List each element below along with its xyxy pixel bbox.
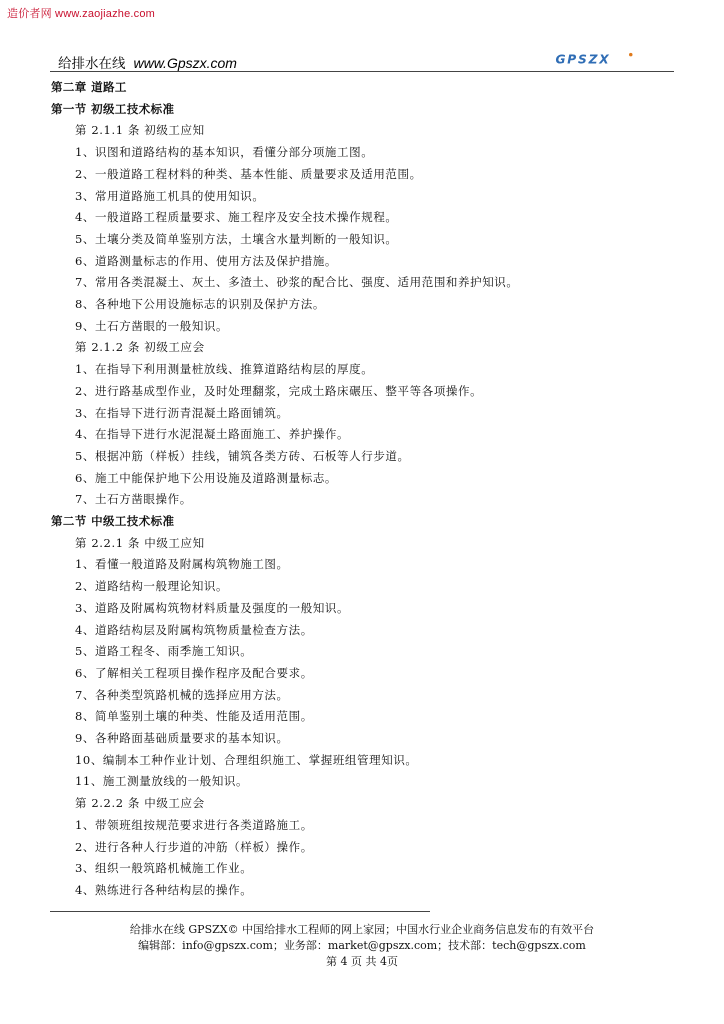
gpszx-logo — [548, 52, 640, 66]
paragraph-line: 6、道路测量标志的作用、使用方法及保护措施。 — [75, 253, 338, 268]
paragraph-line: 4、道路结构层及附属构筑物质量检查方法。 — [75, 622, 313, 637]
watermark-text[interactable]: 造价者网 www.zaojiazhe.com — [7, 8, 156, 20]
paragraph-line: 5、道路工程冬、雨季施工知识。 — [75, 644, 253, 659]
paragraph-line: 3、在指导下进行沥青混凝土路面铺筑。 — [75, 405, 289, 420]
paragraph-line: 2、进行各种人行步道的冲筋（样板）操作。 — [75, 839, 313, 854]
paragraph-line: 8、各种地下公用设施标志的识别及保护方法。 — [75, 297, 325, 311]
paragraph-line: 3、道路及附属构筑物材料质量及强度的一般知识。 — [75, 600, 350, 615]
paragraph-line: 6、施工中能保护地下公用设施及道路测量标志。 — [75, 470, 338, 485]
paragraph-line: 6、了解相关工程项目操作程序及配合要求。 — [75, 665, 313, 680]
paragraph-line: 4、在指导下进行水泥混凝土路面施工、养护操作。 — [75, 427, 350, 442]
paragraph-line: 1、在指导下利用测量桩放线、推算道路结构层的厚度。 — [75, 362, 374, 377]
paragraph-line: 7、土石方凿眼操作。 — [75, 492, 192, 507]
paragraph-line: 7、常用各类混凝土、灰土、多渣土、砂浆的配合比、强度、适用范围和养护知识。 — [75, 275, 519, 290]
header-site — [58, 52, 237, 72]
section-heading: 第一节 初级工技术标准 — [51, 101, 175, 116]
paragraph-line: 第 2.1.1 条 初级工应知 — [75, 123, 205, 138]
paragraph-line: 5、土壤分类及简单鉴别方法，土壤含水量判断的一般知识。 — [75, 231, 398, 246]
section-heading: 第二章 道路工 — [51, 80, 127, 94]
section-heading: 第二节 中级工技术标准 — [51, 514, 175, 528]
logo-text: GPSZX — [555, 52, 611, 66]
header-site-url[interactable]: www.Gpszx.com — [133, 55, 237, 71]
paragraph-line: 4、一般道路工程质量要求、施工程序及安全技术操作规程。 — [75, 210, 398, 225]
footer-line-1: 给排水在线 GPSZX© 中国给排水工程师的网上家园；中国水行业企业商务信息发布的有效平台 — [129, 923, 595, 936]
paragraph-line: 8、简单鉴别土壤的种类、性能及适用范围。 — [75, 709, 313, 724]
footer-line-2: 编辑部：info@gpszx.com；业务部：market@gpszx.com；技术部：tech@gpszx.com — [138, 939, 586, 952]
footer-page-number: 第 4 页 共 4页 — [326, 955, 398, 968]
paragraph-line: 第 2.2.1 条 中级工应知 — [75, 535, 205, 550]
paragraph-line: 1、看懂一般道路及附属构筑物施工图。 — [75, 557, 289, 572]
paragraph-line: 9、各种路面基础质量要求的基本知识。 — [75, 731, 289, 745]
paragraph-line: 5、根据冲筋（样板）挂线，铺筑各类方砖、石板等人行步道。 — [75, 448, 410, 463]
paragraph-line: 11、施工测量放线的一般知识。 — [75, 774, 249, 789]
paragraph-line: 1、识图和道路结构的基本知识，看懂分部分项施工图。 — [75, 145, 374, 160]
paragraph-line: 2、一般道路工程材料的种类、基本性能、质量要求及适用范围。 — [75, 166, 422, 181]
footer-divider — [50, 911, 430, 912]
paragraph-line: 10、编制本工种作业计划、合理组织施工、掌握班组管理知识。 — [75, 752, 418, 767]
header-divider — [50, 71, 674, 72]
paragraph-line: 第 2.1.2 条 初级工应会 — [75, 340, 205, 355]
paragraph-line: 4、熟练进行各种结构层的操作。 — [75, 882, 253, 897]
header-site-name: 给排水在线 — [58, 56, 126, 72]
paragraph-line: 9、土石方凿眼的一般知识。 — [75, 318, 229, 333]
paragraph-line: 1、带领班组按规范要求进行各类道路施工。 — [75, 817, 313, 832]
paragraph-line: 2、进行路基成型作业，及时处理翻浆，完成土路床碾压、整平等各项操作。 — [75, 383, 483, 398]
page-header — [58, 50, 674, 70]
paragraph-line: 2、道路结构一般理论知识。 — [75, 579, 229, 594]
paragraph-line: 3、常用道路施工机具的使用知识。 — [75, 188, 265, 203]
paragraph-line: 7、各种类型筑路机械的选择应用方法。 — [75, 687, 289, 702]
paragraph-line: 第 2.2.2 条 中级工应会 — [75, 796, 205, 811]
paragraph-line: 3、组织一般筑路机械施工作业。 — [75, 861, 253, 876]
